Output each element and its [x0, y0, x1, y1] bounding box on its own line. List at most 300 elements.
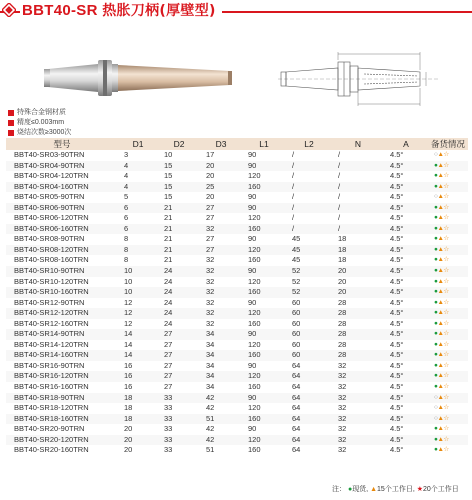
stock-status-cell [428, 287, 468, 298]
stock-status-cell [428, 319, 468, 330]
table-cell: 32 [332, 371, 384, 382]
star-outline-icon: ☆ [443, 425, 449, 433]
table-cell: 4.5° [390, 445, 404, 455]
table-row [6, 213, 468, 224]
ring-icon: ○ [434, 193, 438, 201]
table-cell: 28 [332, 329, 384, 340]
triangle-icon: ▲ [437, 203, 444, 211]
table-cell: 160 [248, 318, 261, 328]
table-cell: 20 [118, 435, 158, 446]
table-cell: 8 [118, 245, 158, 256]
table-cell: 160 [242, 287, 286, 298]
legend-prefix: 注： [332, 486, 346, 493]
table-cell: 52 [286, 266, 332, 277]
spec-table [6, 138, 468, 456]
table-cell: 32 [206, 255, 215, 265]
green-dot-icon: ● [434, 267, 438, 275]
star-outline-icon: ☆ [443, 214, 449, 222]
table-cell: 4 [118, 182, 158, 193]
table-cell: 160 [242, 182, 286, 193]
table-cell: 24 [158, 308, 200, 319]
triangle-icon: ▲ [437, 277, 444, 285]
table-row [6, 371, 468, 382]
stock-status-cell [428, 424, 468, 435]
table-cell: 90 [248, 234, 257, 244]
table-cell: 4.5° [384, 224, 428, 235]
table-cell: / [338, 213, 341, 223]
table-row [6, 192, 468, 203]
table-cell: 60 [292, 339, 301, 349]
table-cell: 51 [206, 445, 215, 455]
star-outline-icon: ☆ [443, 383, 449, 391]
table-cell: 4.5° [384, 435, 428, 446]
stock-status-cell [428, 245, 468, 256]
table-cell: 18 [338, 255, 347, 265]
green-dot-icon: ● [434, 361, 438, 369]
green-dot-icon: ● [434, 372, 438, 380]
table-cell: 10 [118, 266, 158, 277]
triangle-icon: ▲ [437, 340, 444, 348]
table-cell: 4.5° [390, 318, 404, 328]
table-cell: 32 [200, 287, 242, 298]
table-cell: 120 [242, 245, 286, 256]
table-cell: 28 [332, 350, 384, 361]
table-cell: 20 [332, 287, 384, 298]
table-row [6, 171, 468, 182]
table-cell: 28 [338, 339, 347, 349]
star-outline-icon: ☆ [443, 182, 449, 190]
table-body [6, 150, 468, 456]
table-cell: 90 [242, 161, 286, 172]
feature-item: 烧结次数≥3000次 [8, 128, 71, 138]
triangle-icon: ▲ [437, 182, 444, 190]
table-cell: 64 [286, 371, 332, 382]
table-cell: BBT40-SR05-90TRN [14, 192, 85, 202]
table-cell: 20 [124, 424, 133, 434]
feature-list [8, 108, 71, 138]
table-cell: 24 [158, 287, 200, 298]
triangle-icon: ▲ [437, 393, 444, 401]
table-cell: 32 [332, 393, 384, 404]
stock-status-cell [428, 182, 468, 193]
star-outline-icon: ☆ [443, 446, 449, 454]
triangle-icon: ▲ [437, 383, 444, 391]
col-header-a: A [384, 138, 428, 150]
table-cell: / [332, 182, 384, 193]
table-cell: / [292, 192, 295, 202]
stock-status-cell [428, 298, 468, 309]
table-cell: 60 [292, 297, 301, 307]
bullet-icon [8, 110, 14, 116]
triangle-icon: ▲ [437, 161, 444, 169]
star-outline-icon: ☆ [443, 309, 449, 317]
star-icon: ★ [416, 486, 423, 493]
col-header-d3: D3 [200, 138, 242, 150]
triangle-icon: ▲ [437, 309, 444, 317]
table-cell: BBT40-SR04-90TRN [6, 161, 118, 172]
table-cell: 64 [292, 403, 301, 413]
table-cell: BBT40-SR12-160TRN [14, 318, 89, 328]
green-dot-icon: ● [434, 235, 438, 243]
table-cell: 4.5° [390, 255, 404, 265]
col-header-l1: L1 [242, 138, 286, 150]
table-cell: 14 [124, 339, 133, 349]
table-cell: 120 [242, 371, 286, 382]
table-cell: BBT40-SR14-90TRN [6, 329, 118, 340]
table-cell: 8 [124, 255, 129, 265]
triangle-icon: ▲ [437, 245, 444, 253]
table-cell: 27 [164, 382, 173, 392]
table-cell: 120 [248, 339, 261, 349]
table-cell: BBT40-SR03-90TRN [14, 150, 85, 159]
star-outline-icon: ☆ [443, 203, 449, 211]
table-cell: 4.5° [390, 297, 404, 307]
table-cell: 33 [158, 414, 200, 425]
table-row [6, 150, 468, 161]
table-cell: 4.5° [384, 203, 428, 214]
table-cell: 33 [158, 435, 200, 446]
legend-red: 20个工作日 [423, 486, 459, 493]
triangle-icon: ▲ [437, 414, 444, 422]
table-cell: 64 [292, 445, 301, 455]
table-cell: 90 [242, 266, 286, 277]
stock-status-cell [428, 234, 468, 245]
table-cell: BBT40-SR14-120TRN [14, 339, 89, 349]
green-dot-icon: ● [347, 486, 353, 493]
star-outline-icon: ☆ [443, 245, 449, 253]
table-cell: 28 [338, 297, 347, 307]
table-cell: 20 [124, 445, 133, 455]
table-row [6, 393, 468, 404]
table-cell: 4.5° [384, 393, 428, 404]
page-title [22, 2, 216, 19]
green-dot-icon: ● [434, 298, 438, 306]
table-cell: 27 [158, 329, 200, 340]
table-cell: / [286, 182, 332, 193]
star-outline-icon: ☆ [443, 298, 449, 306]
triangle-icon: ▲ [437, 351, 444, 359]
table-cell: 160 [242, 224, 286, 235]
table-cell: 27 [164, 360, 173, 370]
table-cell: 16 [124, 360, 133, 370]
table-cell: 4.5° [390, 360, 404, 370]
table-cell: 4.5° [390, 339, 404, 349]
table-cell: 33 [164, 445, 173, 455]
triangle-icon: ▲ [437, 256, 444, 264]
tool-holder-photo [40, 52, 240, 104]
stock-status-cell [428, 213, 468, 224]
ring-icon: ○ [434, 404, 438, 412]
stock-status-cell [428, 329, 468, 340]
table-cell: 32 [206, 318, 215, 328]
star-outline-icon: ☆ [443, 351, 449, 359]
table-cell: 64 [292, 382, 301, 392]
table-cell: 4.5° [390, 382, 404, 392]
table-cell: BBT40-SR10-160TRN [6, 287, 118, 298]
table-row [6, 182, 468, 193]
green-dot-icon: ● [434, 203, 438, 211]
table-cell: / [338, 171, 341, 181]
table-cell: / [286, 224, 332, 235]
table-cell: 16 [124, 382, 133, 392]
star-outline-icon: ☆ [443, 361, 449, 369]
table-cell: BBT40-SR04-160TRN [6, 182, 118, 193]
table-header-row [6, 138, 468, 150]
star-outline-icon: ☆ [443, 172, 449, 180]
table-cell: 42 [206, 424, 215, 434]
table-cell: 15 [164, 192, 173, 202]
stock-status-cell [428, 382, 468, 393]
star-outline-icon: ☆ [443, 151, 449, 158]
table-row [6, 161, 468, 172]
table-cell: BBT40-SR10-90TRN [6, 266, 118, 277]
table-cell: 160 [242, 414, 286, 425]
table-cell: 4.5° [390, 403, 404, 413]
table-row [6, 382, 468, 393]
table-cell: 60 [286, 308, 332, 319]
table-row [6, 277, 468, 288]
table-cell: 24 [164, 318, 173, 328]
green-dot-icon: ● [434, 224, 438, 232]
table-cell: 64 [286, 393, 332, 404]
table-row [6, 266, 468, 277]
green-dot-icon: ● [434, 182, 438, 190]
table-cell: 32 [200, 266, 242, 277]
green-dot-icon: ● [434, 288, 438, 296]
legend-orange: 15个工作日, [377, 486, 415, 493]
table-cell: 32 [206, 297, 215, 307]
triangle-icon: ▲ [437, 361, 444, 369]
green-dot-icon: ● [434, 351, 438, 359]
table-cell: 4.5° [390, 150, 404, 159]
table-cell: 4.5° [384, 371, 428, 382]
table-cell: / [286, 161, 332, 172]
green-dot-icon: ● [434, 245, 438, 253]
table-cell: 28 [338, 318, 347, 328]
star-outline-icon: ☆ [443, 267, 449, 275]
table-cell: BBT40-SR04-120TRN [14, 171, 89, 181]
col-header-stock: 备货情况 [428, 138, 468, 150]
triangle-icon: ▲ [437, 193, 444, 201]
table-cell: 120 [248, 213, 261, 223]
triangle-icon: ▲ [437, 224, 444, 232]
col-header-n: N [332, 138, 384, 150]
table-cell: BBT40-SR18-160TRN [6, 414, 118, 425]
table-cell: 52 [292, 276, 301, 286]
triangle-icon: ▲ [437, 330, 444, 338]
table-cell: 18 [338, 234, 347, 244]
feature-item: 精度≤0.003mm [8, 118, 71, 128]
title-model: BBT40-SR [22, 2, 98, 19]
table-cell: 32 [206, 276, 215, 286]
table-cell: BBT40-SR16-160TRN [14, 382, 89, 392]
table-row [6, 298, 468, 309]
table-cell: BBT40-SR06-90TRN [6, 203, 118, 214]
table-cell: 27 [200, 203, 242, 214]
table-cell: 4.5° [384, 182, 428, 193]
table-cell: 24 [164, 297, 173, 307]
table-cell: 10 [164, 150, 173, 159]
table-cell: / [338, 150, 341, 159]
table-cell: BBT40-SR08-90TRN [14, 234, 85, 244]
star-outline-icon: ☆ [443, 319, 449, 327]
stock-status-cell [428, 414, 468, 425]
title-subtitle: 热胀刀柄(厚壁型) [102, 3, 216, 19]
bullet-icon [8, 120, 14, 126]
table-cell: 4.5° [390, 192, 404, 202]
green-dot-icon: ● [434, 214, 438, 222]
table-cell: 8 [124, 234, 129, 244]
triangle-icon: ▲ [437, 172, 444, 180]
table-row [6, 319, 468, 330]
bullet-icon [8, 130, 14, 136]
feature-item: 特殊合金钢材质 [8, 108, 71, 118]
table-cell: 90 [242, 393, 286, 404]
table-cell: 42 [200, 393, 242, 404]
table-cell: / [292, 171, 295, 181]
table-cell: 60 [292, 318, 301, 328]
table-cell: 45 [292, 255, 301, 265]
table-cell: 4.5° [390, 424, 404, 434]
green-dot-icon: ● [434, 425, 438, 433]
table-cell: 20 [200, 161, 242, 172]
table-cell: 16 [118, 371, 158, 382]
table-row [6, 203, 468, 214]
table-cell: 14 [118, 329, 158, 340]
table-cell: BBT40-SR16-120TRN [6, 371, 118, 382]
table-cell: 45 [286, 245, 332, 256]
table-cell: 120 [248, 276, 261, 286]
star-outline-icon: ☆ [443, 288, 449, 296]
table-cell: 34 [206, 382, 215, 392]
table-cell: 27 [206, 234, 215, 244]
stock-status-cell [428, 150, 468, 161]
table-cell: 60 [286, 329, 332, 340]
table-cell: 18 [124, 403, 133, 413]
green-dot-icon: ● [434, 330, 438, 338]
table-cell: 18 [118, 393, 158, 404]
table-cell: 12 [124, 318, 133, 328]
table-cell: 20 [332, 266, 384, 277]
star-outline-icon: ☆ [443, 330, 449, 338]
table-row [6, 287, 468, 298]
table-cell: 4.5° [384, 161, 428, 172]
star-outline-icon: ☆ [443, 161, 449, 169]
stock-status-cell [428, 308, 468, 319]
star-outline-icon: ☆ [443, 435, 449, 443]
triangle-icon: ▲ [437, 435, 444, 443]
table-cell: 90 [248, 360, 257, 370]
green-dot-icon: ● [434, 172, 438, 180]
stock-status-cell [428, 445, 468, 456]
stock-status-cell [428, 203, 468, 214]
table-cell: 120 [248, 171, 261, 181]
table-cell: 24 [158, 266, 200, 277]
table-cell: 4.5° [384, 329, 428, 340]
table-cell: BBT40-SR16-90TRN [14, 360, 85, 370]
table-cell: BBT40-SR20-120TRN [6, 435, 118, 446]
table-row [6, 445, 468, 456]
table-cell: / [332, 203, 384, 214]
table-cell: 24 [164, 276, 173, 286]
table-cell: 32 [338, 360, 347, 370]
triangle-icon: ▲ [437, 235, 444, 243]
table-cell: 42 [206, 403, 215, 413]
table-cell: 32 [338, 424, 347, 434]
table-cell: 4.5° [384, 287, 428, 298]
table-row [6, 424, 468, 435]
green-dot-icon: ● [434, 435, 438, 443]
star-outline-icon: ☆ [443, 414, 449, 422]
table-row [6, 435, 468, 446]
table-cell: 14 [118, 350, 158, 361]
table-cell: 51 [200, 414, 242, 425]
table-cell: 21 [164, 213, 173, 223]
table-cell: 4.5° [390, 171, 404, 181]
table-cell: 12 [118, 308, 158, 319]
table-cell: BBT40-SR06-120TRN [14, 213, 89, 223]
table-row [6, 255, 468, 266]
table-cell: 160 [248, 445, 261, 455]
table-cell: 42 [200, 435, 242, 446]
table-cell: 32 [338, 382, 347, 392]
green-dot-icon: ● [434, 446, 438, 454]
stock-status-cell [428, 171, 468, 182]
table-cell: 20 [338, 276, 347, 286]
table-cell: 160 [248, 382, 261, 392]
table-row [6, 403, 468, 414]
table-cell: 27 [164, 339, 173, 349]
table-cell: 160 [248, 255, 261, 265]
stock-status-cell [428, 224, 468, 235]
stock-status-cell [428, 361, 468, 372]
table-cell: 6 [118, 203, 158, 214]
green-dot-icon: ● [434, 340, 438, 348]
table-cell: 90 [248, 424, 257, 434]
table-cell: 27 [158, 371, 200, 382]
table-cell: 64 [292, 424, 301, 434]
star-outline-icon: ☆ [443, 404, 449, 412]
table-cell: 64 [286, 435, 332, 446]
star-outline-icon: ☆ [443, 393, 449, 401]
table-cell: 34 [206, 339, 215, 349]
table-cell: 27 [158, 350, 200, 361]
star-outline-icon: ☆ [443, 193, 449, 201]
table-cell: 4.5° [390, 276, 404, 286]
table-cell: 4.5° [390, 234, 404, 244]
table-cell: 28 [332, 308, 384, 319]
stock-status-cell [428, 435, 468, 446]
triangle-icon: ▲ [437, 404, 444, 412]
table-cell: 10 [124, 276, 133, 286]
table-cell: 17 [206, 150, 215, 159]
table-cell: 18 [118, 414, 158, 425]
table-cell: 32 [332, 414, 384, 425]
table-cell: 21 [158, 203, 200, 214]
table-cell: 20 [206, 192, 215, 202]
table-cell: 21 [158, 245, 200, 256]
green-dot-icon: ● [434, 161, 438, 169]
table-cell: BBT40-SR08-160TRN [14, 255, 89, 265]
table-cell: 6 [118, 224, 158, 235]
technical-drawing [278, 48, 438, 110]
col-header-d1: D1 [118, 138, 158, 150]
table-cell: 90 [248, 297, 257, 307]
diamond-logo-icon [2, 3, 16, 17]
table-cell: 120 [242, 435, 286, 446]
table-cell: 33 [164, 424, 173, 434]
stock-status-cell [428, 371, 468, 382]
